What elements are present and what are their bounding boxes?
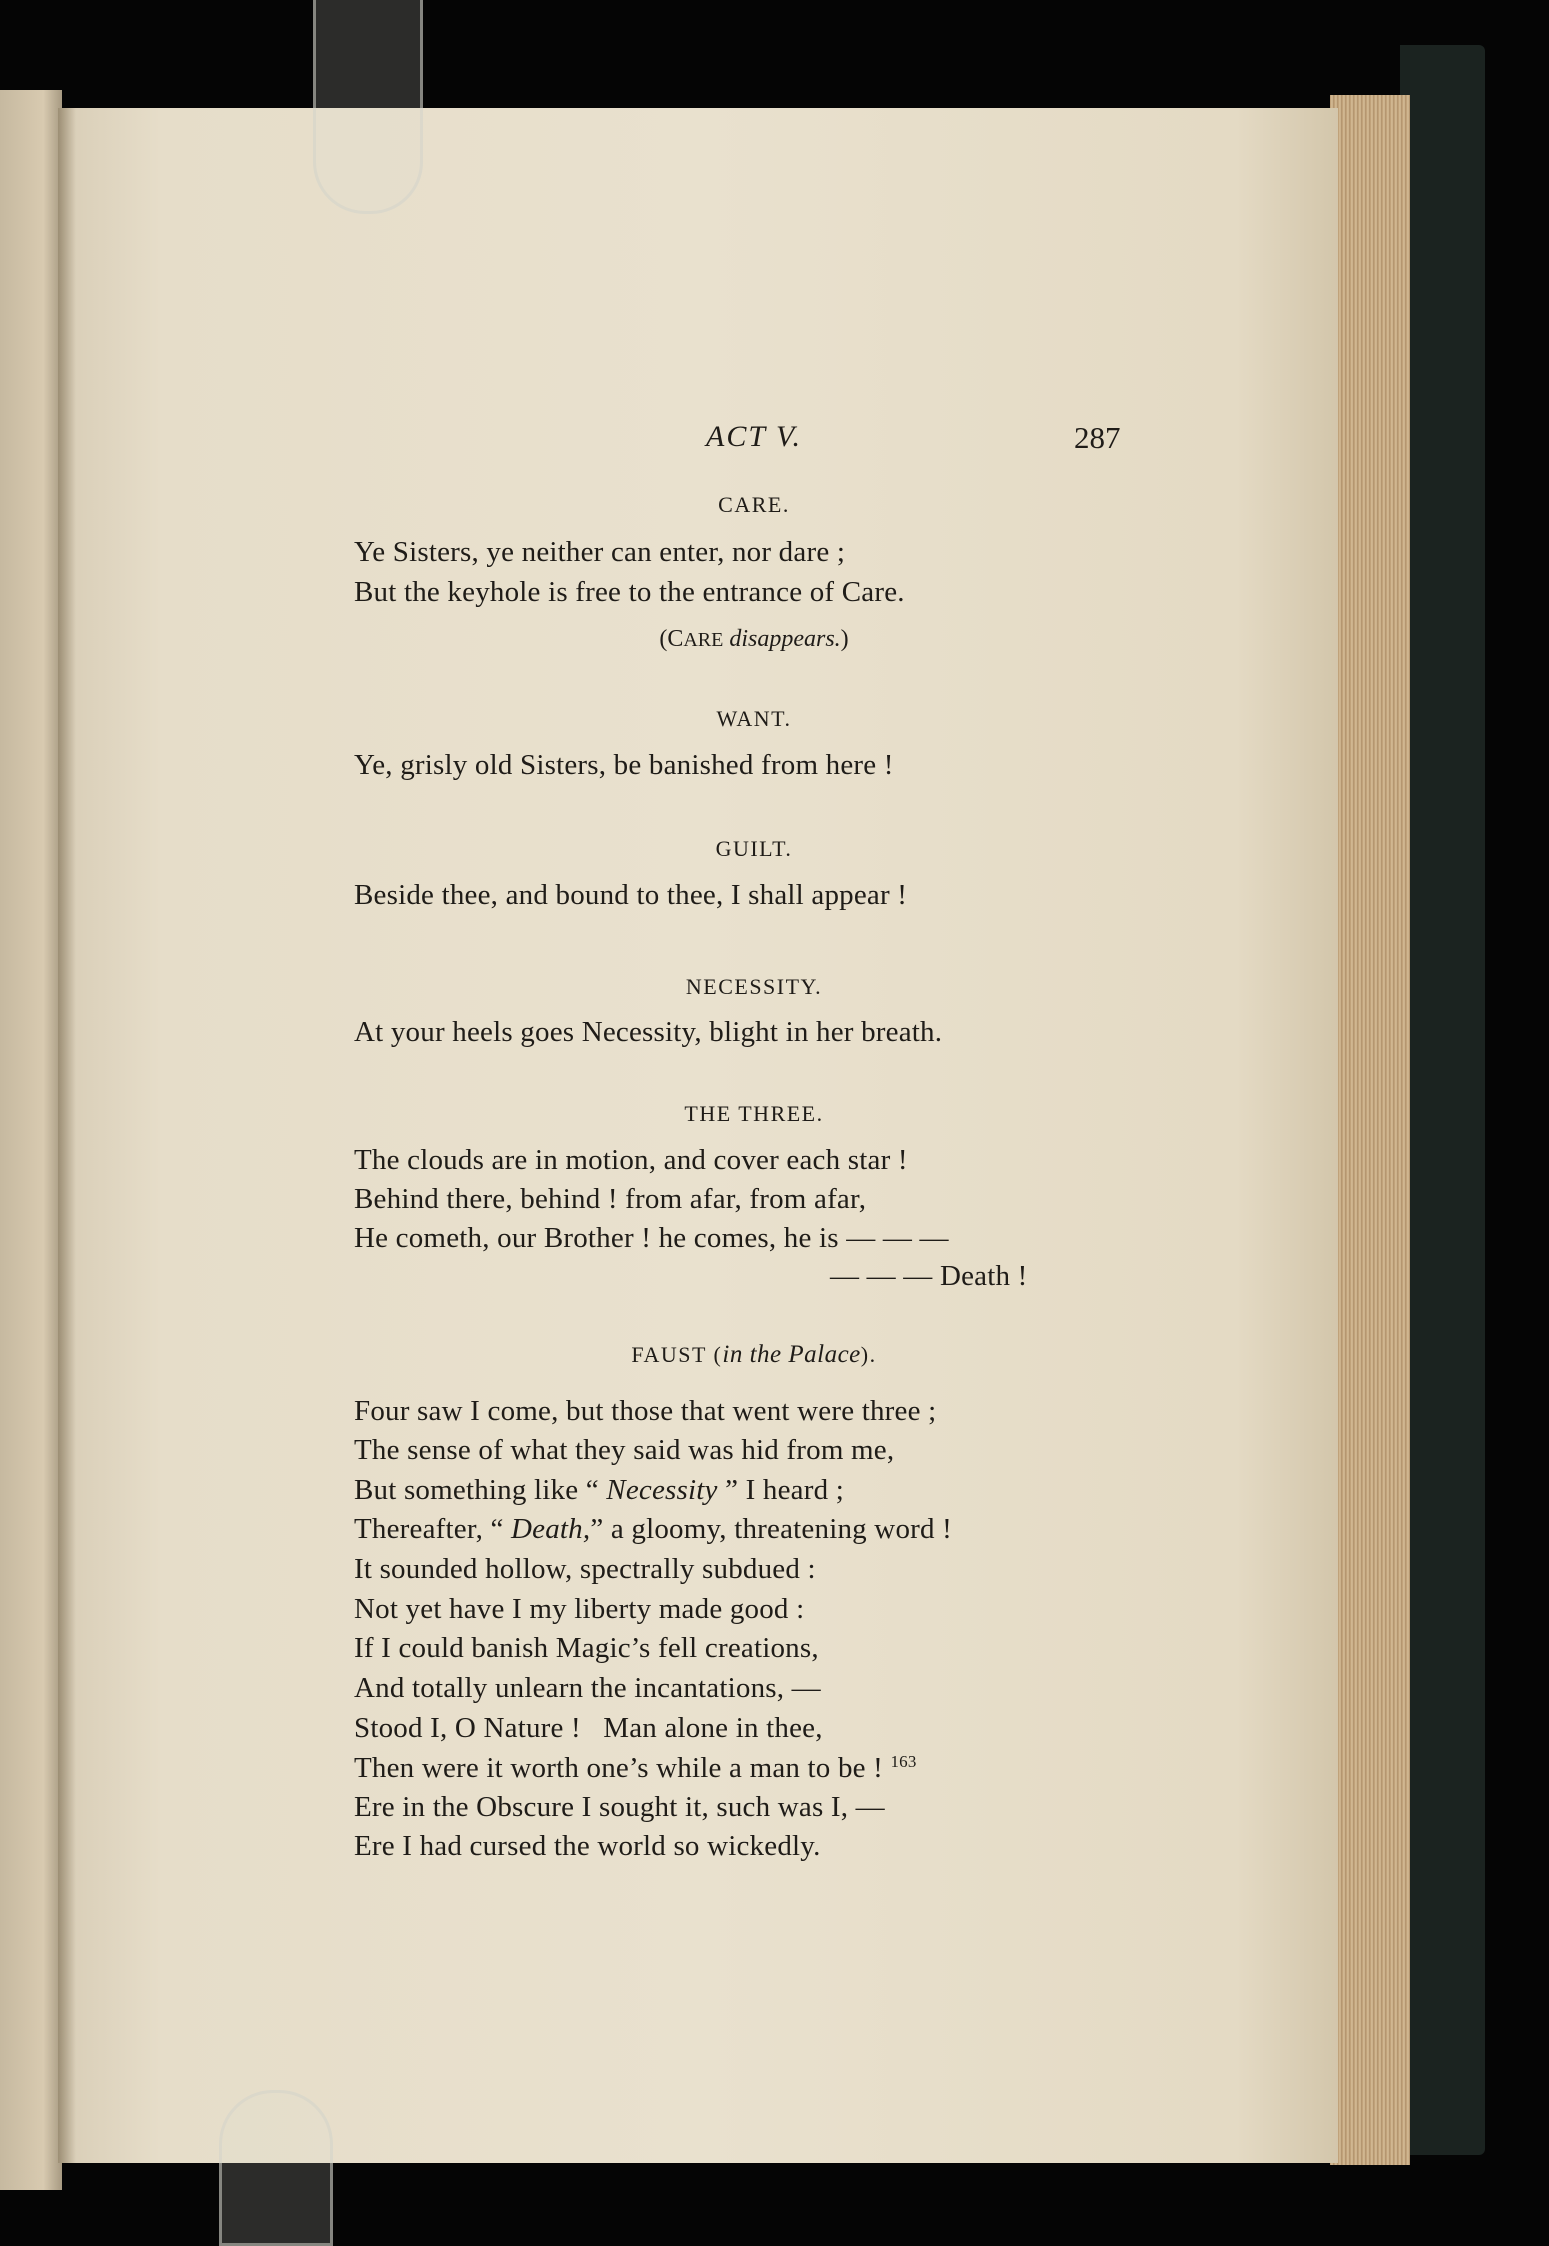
verse-line: Stood I, O Nature ! Man alone in thee, [354, 1712, 823, 1744]
verse-line: If I could banish Magic’s fell creations, [354, 1632, 819, 1664]
verse-line: — — — Death ! [830, 1260, 1028, 1292]
speaker-faust [354, 1341, 1154, 1369]
verse-line [354, 1513, 952, 1546]
verse-line: And totally unlearn the incantations, — [354, 1672, 821, 1704]
footnote-marker: 163 [890, 1752, 917, 1771]
direction-paren: ( [713, 1342, 723, 1367]
verse-text: ” a gloomy, threatening word ! [590, 1513, 953, 1545]
verse-line: The sense of what they said was hid from me, [354, 1434, 895, 1466]
page-clip-bottom [219, 2090, 333, 2246]
direction-italic: disappears. [729, 626, 841, 652]
book-page [58, 108, 1338, 2163]
speaker-name: FAUST [631, 1342, 707, 1367]
verse-line: Ere in the Obscure I sought it, such was I, — [354, 1791, 885, 1823]
direction-paren: ( [659, 626, 668, 652]
page-number: 287 [1074, 420, 1121, 455]
verse-text: ” I heard ; [717, 1474, 845, 1506]
verse-line: Behind there, behind ! from afar, from afar, [354, 1183, 867, 1215]
verse-line [354, 1752, 917, 1785]
speaker-care: CARE. [718, 492, 790, 517]
verse-line [354, 1474, 844, 1507]
verse-text: Then were it worth one’s while a man to be ! [354, 1752, 884, 1784]
verse-line: Ye, grisly old Sisters, be banished from here ! [354, 749, 894, 781]
book-cover-board [1400, 45, 1485, 2155]
speaker-necessity: NECESSITY. [685, 974, 823, 999]
verse-text: But something like “ [354, 1474, 607, 1506]
page-stack-edges [1330, 95, 1410, 2165]
page-gutter [58, 108, 76, 2163]
verse-italic: Death, [511, 1513, 591, 1545]
verse-line: It sounded hollow, spectrally subdued : [354, 1553, 816, 1585]
verse-line: Beside thee, and bound to thee, I shall appear ! [354, 879, 908, 911]
page-text [354, 108, 1121, 1908]
stage-direction [354, 626, 1154, 653]
verse-line: The clouds are in motion, and cover each star ! [354, 1144, 908, 1176]
verse-text: Thereafter, “ [354, 1513, 511, 1545]
verse-italic: Necessity [606, 1474, 718, 1506]
verse-line: Not yet have I my liberty made good : [354, 1593, 805, 1625]
direction-name-cap: C [667, 626, 684, 652]
running-header: ACT V. [706, 420, 802, 453]
verse-line: At your heels goes Necessity, blight in her breath. [354, 1016, 943, 1048]
speaker-guilt: GUILT. [715, 836, 793, 861]
direction-paren: ) [840, 626, 849, 652]
direction-italic: in the Palace [722, 1341, 861, 1368]
verse-line: But the keyhole is free to the entrance of Care. [354, 576, 905, 608]
verse-line: Four saw I come, but those that went were three ; [354, 1395, 937, 1427]
direction-name-rest: ARE [683, 629, 724, 651]
verse-line: Ere I had cursed the world so wickedly. [354, 1830, 821, 1862]
page-clip-top [313, 0, 423, 214]
verse-line: He cometh, our Brother ! he comes, he is — — — [354, 1222, 949, 1254]
verse-line: Ye Sisters, ye neither can enter, nor dare ; [354, 536, 846, 568]
speaker-want: WANT. [716, 706, 792, 731]
facing-page-edge [0, 90, 62, 2190]
direction-paren: ). [860, 1342, 877, 1367]
speaker-the-three: THE THREE. [684, 1101, 824, 1126]
